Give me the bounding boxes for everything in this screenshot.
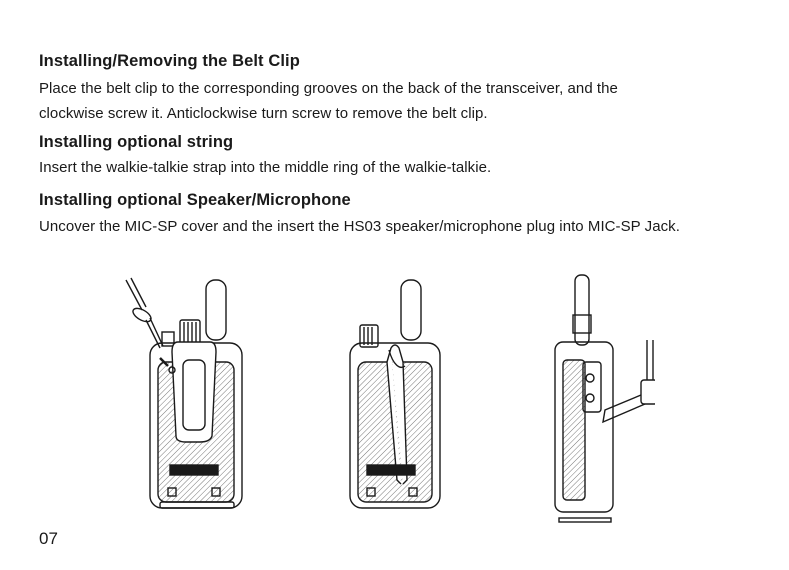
- section-heading-string: Installing optional string: [39, 133, 234, 151]
- page-number: 07: [39, 529, 58, 548]
- speaker-mic-text-line: Uncover the MIC-SP cover and the insert the HS03 speaker/microphone plug into MIC-SP Jack.: [39, 218, 680, 235]
- belt-clip-text-line-2: clockwise screw it. Anticlockwise turn screw to remove the belt clip.: [39, 105, 488, 122]
- section-heading-speaker-mic: Installing optional Speaker/Microphone: [39, 191, 351, 209]
- radio-string-illustration: [345, 270, 445, 515]
- belt-clip-text-line-1: Place the belt clip to the corresponding grooves on the back of the transceiver, and the: [39, 80, 618, 97]
- radio-belt-clip-illustration: [120, 270, 255, 515]
- section-heading-belt-clip: Installing/Removing the Belt Clip: [39, 52, 300, 70]
- radio-speaker-mic-jack-illustration: [545, 270, 655, 530]
- string-text-line: Insert the walkie-talkie strap into the middle ring of the walkie-talkie.: [39, 159, 492, 176]
